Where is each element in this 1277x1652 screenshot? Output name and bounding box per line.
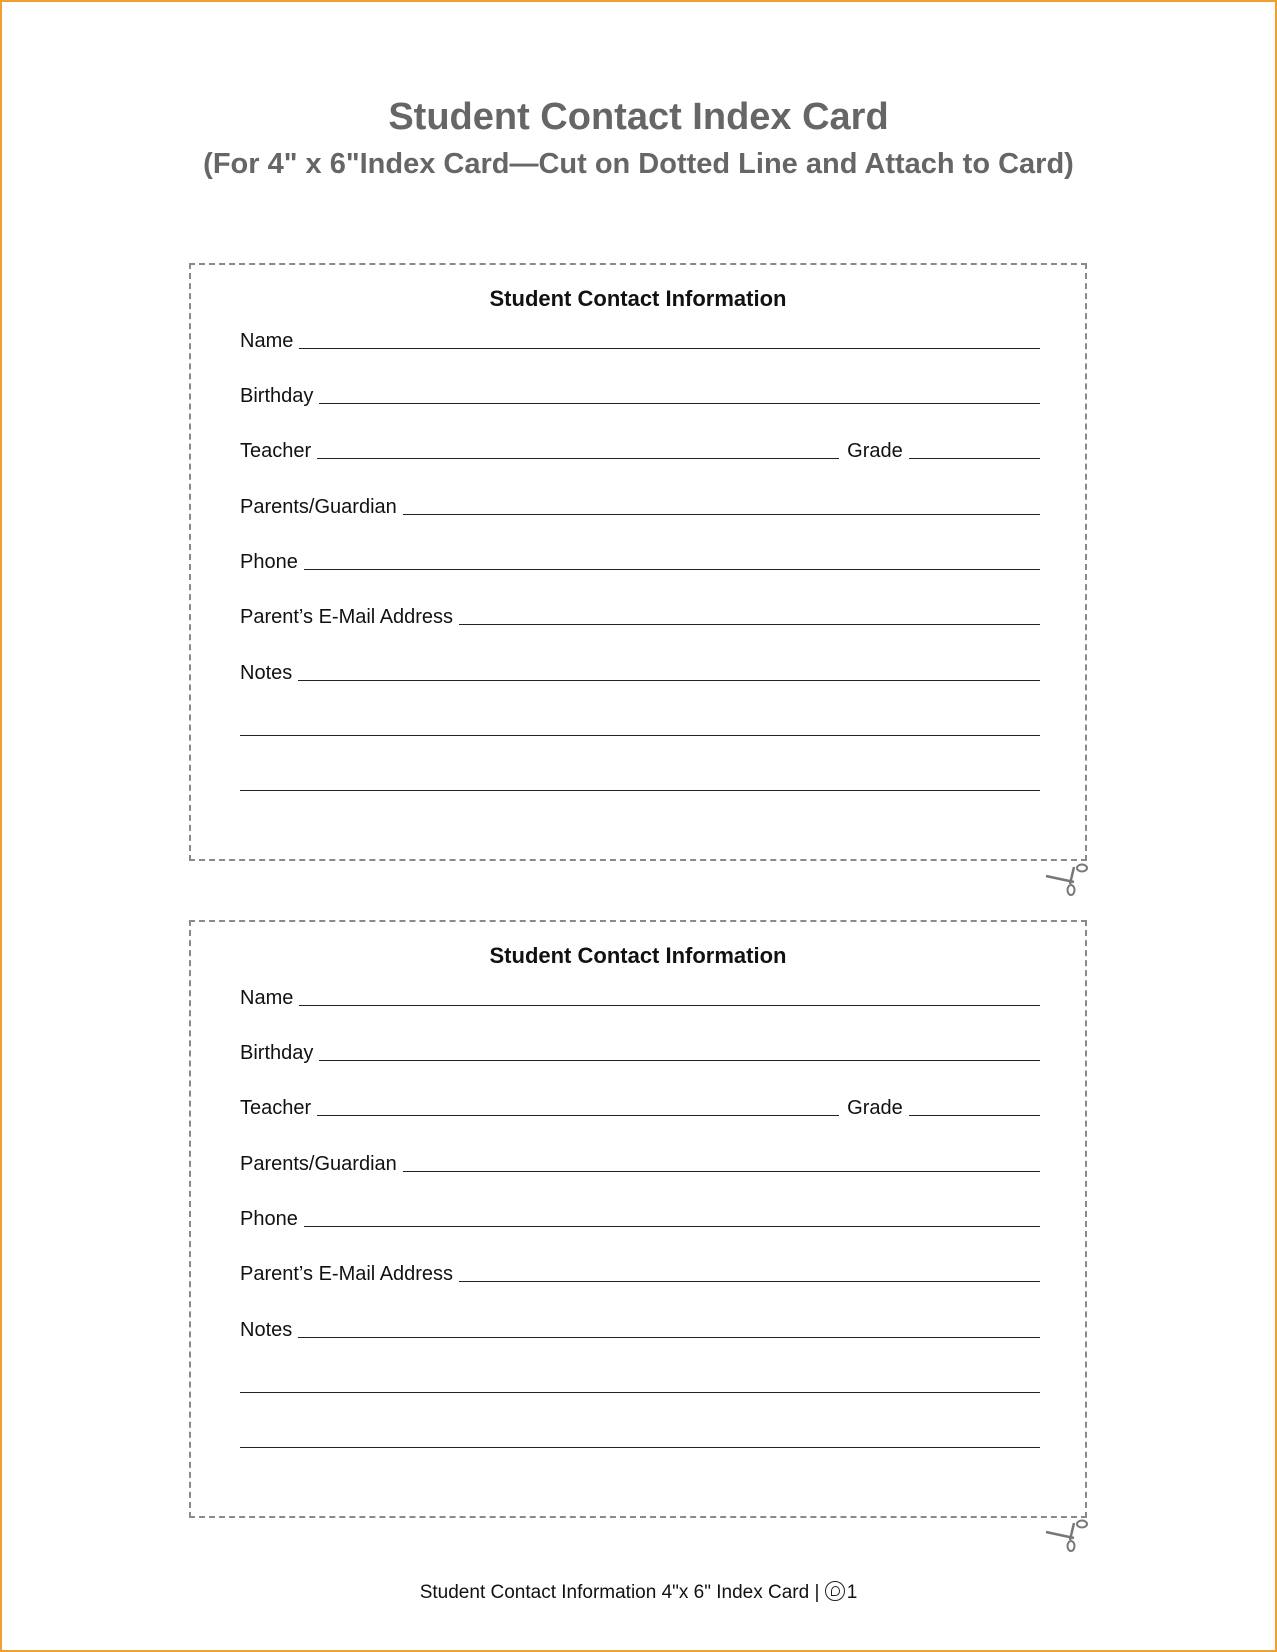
notes-row bbox=[240, 653, 1040, 685]
card-heading: Student Contact Information bbox=[489, 943, 787, 968]
notes-extra-row bbox=[240, 1420, 1040, 1452]
notes-extra-line[interactable] bbox=[240, 735, 1040, 736]
name-row bbox=[240, 321, 1040, 353]
name-row bbox=[240, 978, 1040, 1010]
birthday-line[interactable] bbox=[319, 1060, 1040, 1061]
email-label: Parent’s E-Mail Address bbox=[240, 606, 454, 628]
phone-row bbox=[240, 542, 1040, 574]
notes-extra-line[interactable] bbox=[240, 790, 1040, 791]
page-title: Student Contact Index Card bbox=[388, 96, 889, 138]
birthday-row bbox=[240, 376, 1040, 408]
parents-label: Parents/Guardian bbox=[240, 496, 397, 518]
notes-line[interactable] bbox=[298, 680, 1040, 681]
footer-text: Student Contact Information 4"x 6" Index Card | bbox=[419, 1582, 820, 1603]
email-row bbox=[240, 597, 1040, 629]
name-label: Name bbox=[240, 987, 294, 1009]
index-card-2 bbox=[189, 920, 1087, 1518]
email-line[interactable] bbox=[459, 624, 1040, 625]
notes-label: Notes bbox=[240, 1319, 293, 1341]
notes-extra-row bbox=[240, 708, 1040, 740]
index-card-1 bbox=[189, 263, 1087, 861]
card-heading: Student Contact Information bbox=[489, 286, 787, 311]
teacher-label: Teacher bbox=[240, 1097, 312, 1119]
phone-row bbox=[240, 1199, 1040, 1231]
parents-row bbox=[240, 487, 1040, 519]
teacher-label: Teacher bbox=[240, 440, 312, 462]
name-label: Name bbox=[240, 330, 294, 352]
notes-extra-line[interactable] bbox=[240, 1392, 1040, 1393]
page-footer bbox=[0, 1581, 1277, 1604]
grade-line[interactable] bbox=[909, 1115, 1040, 1116]
grade-label: Grade bbox=[847, 440, 903, 462]
parents-line[interactable] bbox=[403, 514, 1040, 515]
birthday-label: Birthday bbox=[240, 1042, 314, 1064]
teacher-grade-row bbox=[240, 431, 1040, 463]
parents-label: Parents/Guardian bbox=[240, 1153, 397, 1175]
notes-line[interactable] bbox=[298, 1337, 1040, 1338]
scissors-icon bbox=[1044, 862, 1088, 896]
notes-extra-row bbox=[240, 1365, 1040, 1397]
phone-label: Phone bbox=[240, 1208, 298, 1230]
logo-icon bbox=[825, 1581, 845, 1601]
birthday-line[interactable] bbox=[319, 403, 1040, 404]
scissors-icon bbox=[1044, 1518, 1088, 1552]
page-number: 1 bbox=[846, 1582, 858, 1603]
grade-label: Grade bbox=[847, 1097, 903, 1119]
birthday-row bbox=[240, 1033, 1040, 1065]
phone-line[interactable] bbox=[304, 569, 1040, 570]
notes-row bbox=[240, 1310, 1040, 1342]
email-row bbox=[240, 1254, 1040, 1286]
teacher-line[interactable] bbox=[317, 458, 839, 459]
email-label: Parent’s E-Mail Address bbox=[240, 1263, 454, 1285]
notes-extra-line[interactable] bbox=[240, 1447, 1040, 1448]
parents-row bbox=[240, 1144, 1040, 1176]
phone-line[interactable] bbox=[304, 1226, 1040, 1227]
phone-label: Phone bbox=[240, 551, 298, 573]
name-line[interactable] bbox=[299, 348, 1040, 349]
notes-label: Notes bbox=[240, 662, 293, 684]
teacher-line[interactable] bbox=[317, 1115, 839, 1116]
name-line[interactable] bbox=[299, 1005, 1040, 1006]
page-subtitle: (For 4" x 6"Index Card—Cut on Dotted Line and Attach to Card) bbox=[203, 148, 1074, 180]
birthday-label: Birthday bbox=[240, 385, 314, 407]
parents-line[interactable] bbox=[403, 1171, 1040, 1172]
notes-extra-row bbox=[240, 763, 1040, 795]
grade-line[interactable] bbox=[909, 458, 1040, 459]
teacher-grade-row bbox=[240, 1088, 1040, 1120]
email-line[interactable] bbox=[459, 1281, 1040, 1282]
